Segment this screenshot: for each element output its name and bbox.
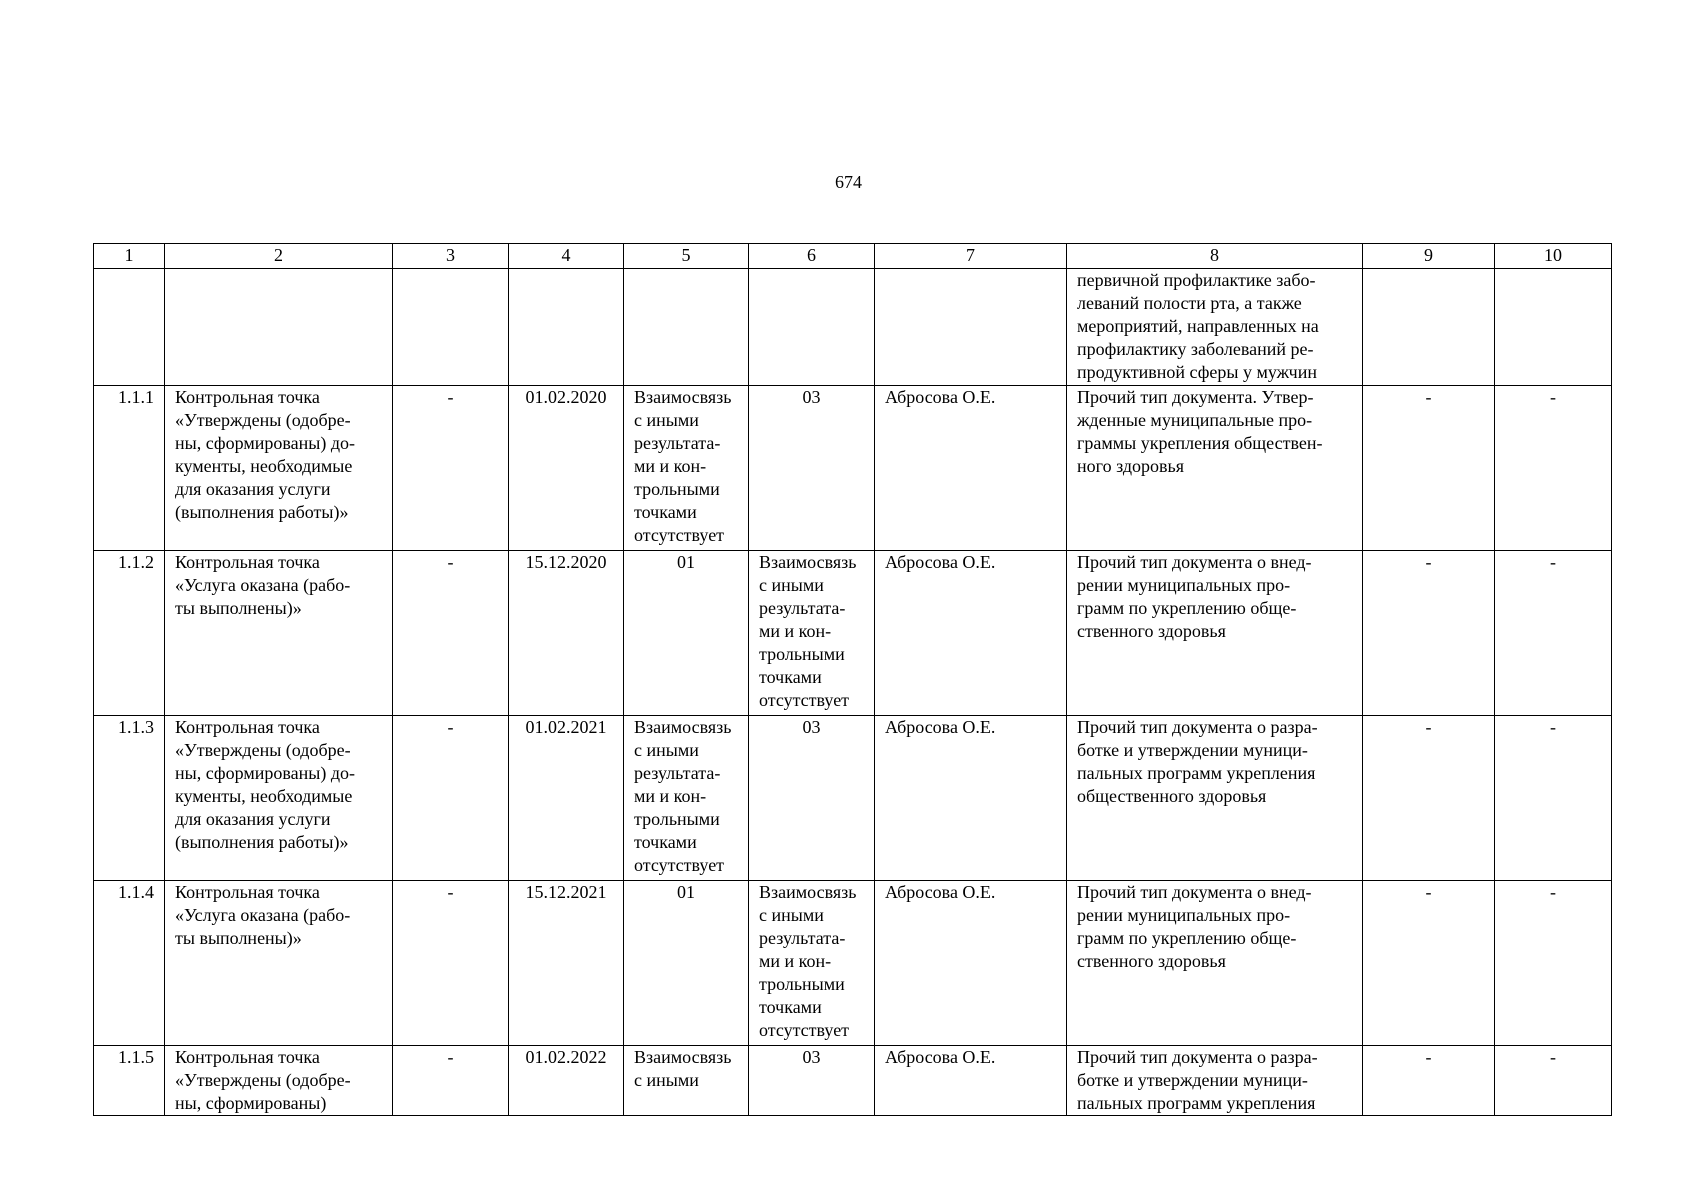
column-header: 6 bbox=[749, 244, 875, 269]
column-header: 1 bbox=[94, 244, 165, 269]
cell-col10: - bbox=[1495, 386, 1612, 551]
cell-number: 1.1.2 bbox=[94, 551, 165, 716]
cell-col6 bbox=[749, 269, 875, 386]
cell-document: Прочий тип документа о разра- ботке и утверждении муници- пальных программ укрепления bbox=[1067, 1046, 1363, 1116]
column-header: 9 bbox=[1363, 244, 1495, 269]
cell-col9: - bbox=[1363, 1046, 1495, 1116]
cell-col5: Взаимосвязь с иными результата- ми и кон- трольными точками отсутствует bbox=[624, 716, 749, 881]
cell-col9: - bbox=[1363, 716, 1495, 881]
cell-col3: - bbox=[393, 881, 509, 1046]
table-row bbox=[94, 716, 1612, 881]
cell-col5 bbox=[624, 269, 749, 386]
table-row bbox=[94, 881, 1612, 1046]
cell-responsible bbox=[875, 269, 1067, 386]
cell-col10 bbox=[1495, 269, 1612, 386]
cell-col9: - bbox=[1363, 386, 1495, 551]
table-row bbox=[94, 386, 1612, 551]
cell-date: 01.02.2020 bbox=[509, 386, 624, 551]
cell-date: 15.12.2020 bbox=[509, 551, 624, 716]
table-row-continuation bbox=[94, 269, 1612, 386]
cell-document: Прочий тип документа о внед- рении муниципальных про- грамм по укреплению обще- ственного здоровья bbox=[1067, 551, 1363, 716]
cell-date: 01.02.2022 bbox=[509, 1046, 624, 1116]
cell-col6: 03 bbox=[749, 1046, 875, 1116]
cell-col5: Взаимосвязь с иными bbox=[624, 1046, 749, 1116]
cell-name: Контрольная точка «Утверждены (одобре- ны, сформированы) до- кументы, необходимые для оказания услуги (выполнения работы)» bbox=[165, 386, 393, 551]
column-header: 8 bbox=[1067, 244, 1363, 269]
cell-number bbox=[94, 269, 165, 386]
column-header: 4 bbox=[509, 244, 624, 269]
cell-col6: Взаимосвязь с иными результата- ми и кон- трольными точками отсутствует bbox=[749, 881, 875, 1046]
cell-col3 bbox=[393, 269, 509, 386]
cell-col10: - bbox=[1495, 881, 1612, 1046]
cell-name: Контрольная точка «Утверждены (одобре- ны, сформированы) до- кументы, необходимые для оказания услуги (выполнения работы)» bbox=[165, 716, 393, 881]
cell-responsible: Абросова О.Е. bbox=[875, 551, 1067, 716]
cell-name: Контрольная точка «Услуга оказана (рабо- ты выполнены)» bbox=[165, 881, 393, 1046]
column-header: 7 bbox=[875, 244, 1067, 269]
cell-responsible: Абросова О.Е. bbox=[875, 386, 1067, 551]
cell-col6: 03 bbox=[749, 716, 875, 881]
cell-col6: Взаимосвязь с иными результата- ми и кон- трольными точками отсутствует bbox=[749, 551, 875, 716]
cell-name bbox=[165, 269, 393, 386]
cell-col10: - bbox=[1495, 551, 1612, 716]
cell-col10: - bbox=[1495, 1046, 1612, 1116]
cell-col5: Взаимосвязь с иными результата- ми и кон- трольными точками отсутствует bbox=[624, 386, 749, 551]
cell-col9 bbox=[1363, 269, 1495, 386]
cell-date bbox=[509, 269, 624, 386]
cell-name: Контрольная точка «Утверждены (одобре- ны, сформированы) bbox=[165, 1046, 393, 1116]
page-number: 674 bbox=[835, 172, 862, 192]
cell-responsible: Абросова О.Е. bbox=[875, 1046, 1067, 1116]
cell-responsible: Абросова О.Е. bbox=[875, 716, 1067, 881]
cell-col9: - bbox=[1363, 551, 1495, 716]
cell-col3: - bbox=[393, 551, 509, 716]
control-points-table bbox=[93, 243, 1612, 1116]
table-row bbox=[94, 1046, 1612, 1116]
cell-col3: - bbox=[393, 716, 509, 881]
cell-col3: - bbox=[393, 1046, 509, 1116]
cell-number: 1.1.1 bbox=[94, 386, 165, 551]
cell-number: 1.1.3 bbox=[94, 716, 165, 881]
header-row bbox=[94, 244, 1612, 269]
cell-number: 1.1.5 bbox=[94, 1046, 165, 1116]
table-row bbox=[94, 551, 1612, 716]
cell-col5: 01 bbox=[624, 551, 749, 716]
cell-col6: 03 bbox=[749, 386, 875, 551]
cell-document: Прочий тип документа. Утвер- жденные муниципальные про- граммы укрепления обществен- ного здоровья bbox=[1067, 386, 1363, 551]
column-header: 5 bbox=[624, 244, 749, 269]
cell-document: Прочий тип документа о разра- ботке и утверждении муници- пальных программ укрепления общественного здоровья bbox=[1067, 716, 1363, 881]
cell-responsible: Абросова О.Е. bbox=[875, 881, 1067, 1046]
cell-col5: 01 bbox=[624, 881, 749, 1046]
cell-col10: - bbox=[1495, 716, 1612, 881]
column-header: 2 bbox=[165, 244, 393, 269]
cell-date: 01.02.2021 bbox=[509, 716, 624, 881]
cell-date: 15.12.2021 bbox=[509, 881, 624, 1046]
column-header: 10 bbox=[1495, 244, 1612, 269]
cell-document: первичной профилактике забо- леваний полости рта, а также мероприятий, направленных на профилактику заболеваний ре- продуктивной сферы у мужчин bbox=[1067, 269, 1363, 386]
cell-document: Прочий тип документа о внед- рении муниципальных про- грамм по укреплению обще- ственного здоровья bbox=[1067, 881, 1363, 1046]
cell-name: Контрольная точка «Услуга оказана (рабо- ты выполнены)» bbox=[165, 551, 393, 716]
cell-col9: - bbox=[1363, 881, 1495, 1046]
column-header: 3 bbox=[393, 244, 509, 269]
cell-col3: - bbox=[393, 386, 509, 551]
cell-number: 1.1.4 bbox=[94, 881, 165, 1046]
